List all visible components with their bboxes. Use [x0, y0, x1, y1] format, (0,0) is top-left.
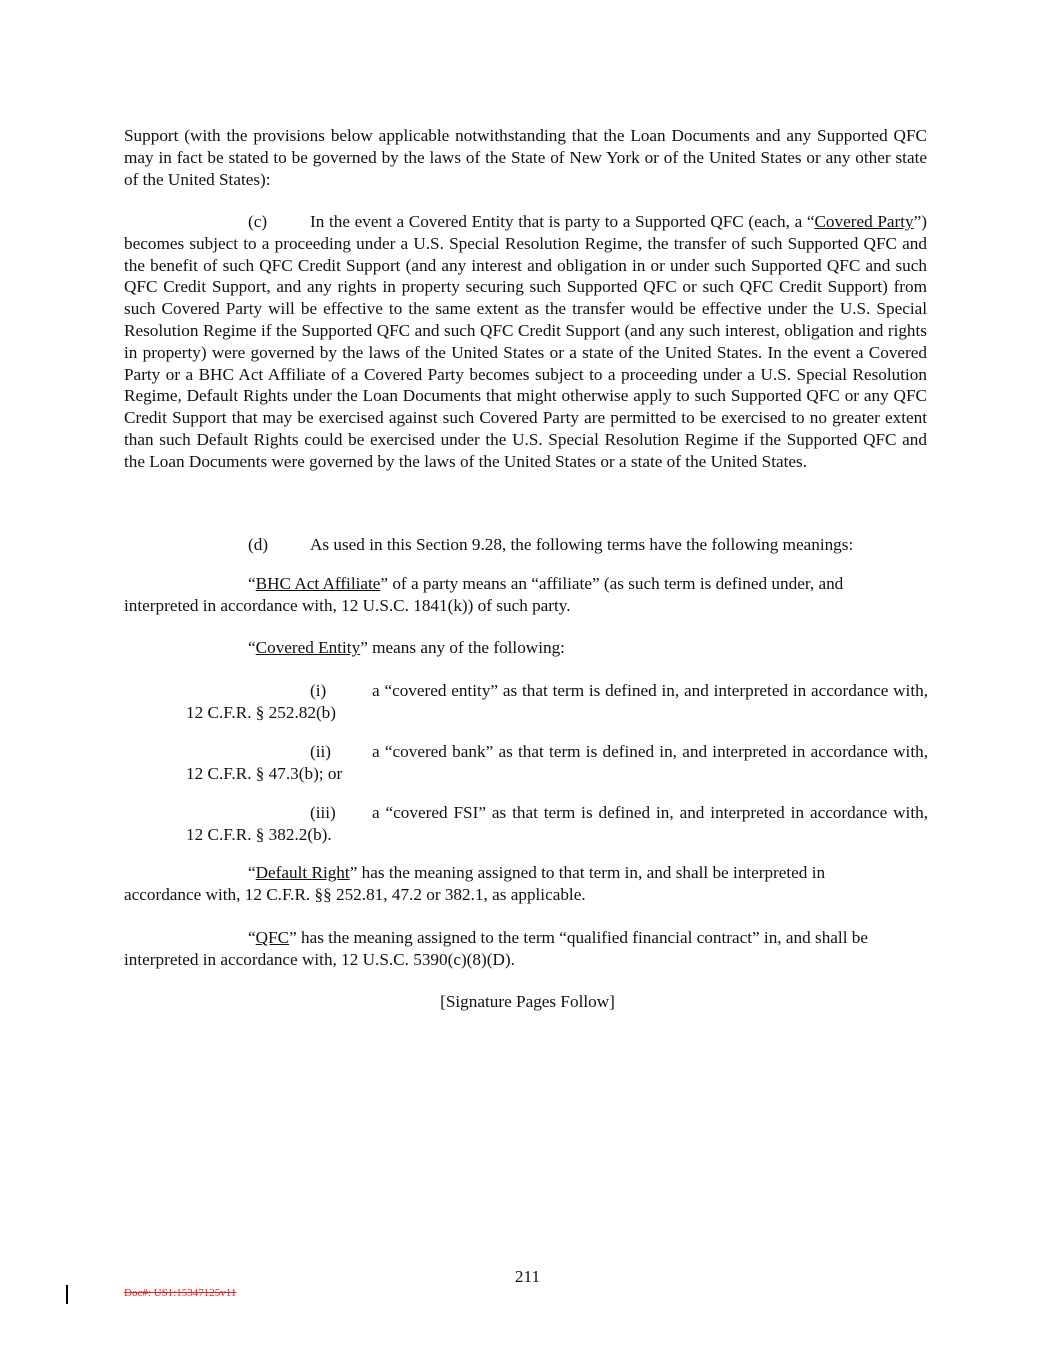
list-item — [186, 802, 928, 846]
open-quote: “ — [248, 928, 256, 947]
definition-text: ” has the meaning assigned to that term in, and shall be interpreted in accordance with, 12 C.F.R. §§ 252.81, 47.2 or 382.1, as applicable. — [124, 863, 826, 904]
definition-text: ” has the meaning assigned to the term “qualified financial contract” in, and shall be interpreted in accordance with, 12 U.S.C. 5390(c)(8)(D). — [124, 928, 868, 969]
term-default-right: Default Right — [255, 863, 350, 882]
paragraph-d-text: As used in this Section 9.28, the following terms have the following meanings: — [310, 535, 854, 554]
open-quote: “ — [248, 863, 256, 882]
intro-text: Support (with the provisions below applicable notwithstanding that the Loan Documents and any Supported QFC may in fact be stated to be governed by the laws of the State of New York or of the United States or any other state of the United States): — [124, 126, 927, 189]
page-number: 211 — [514, 1267, 541, 1286]
definition-qfc — [124, 927, 914, 971]
list-item — [186, 741, 928, 785]
definition-text: ” of a party means an “affiliate” (as such term is defined under, and interpreted in accordance with, 12 U.S.C. 1841(k)) of such party. — [124, 574, 844, 615]
definition-text: ” means any of the following: — [360, 638, 565, 657]
document-id: Doc#: US1:15347125v11 — [124, 1287, 237, 1299]
paragraph-c-text: ”) becomes subject to a proceeding under a U.S. Special Resolution Regime, the transfer of such Supported QFC and the benefit of such QFC Credit Support (and any interest and obligation in or under such Supported QFC and such QFC Credit Support, and any rights in property securing such Supported QFC or such QFC Credit Support) from such Covered Party will be effective to the same extent as the transfer would be effective under the U.S. Special Resolution Regime if the Supported QFC and such QFC Credit Support (and any such interest, obligation and rights in property) were governed by the laws of the United States or a state of the United States. In the event a Covered Party or a BHC Act Affiliate of a Covered Party becomes subject to a proceeding under a U.S. Special Resolution Regime, Default Rights under the Loan Documents that might otherwise apply to such Supported QFC or any QFC Credit Support that may be exercised against such Covered Party are permitted to be exercised to no greater extent than such Default Rights could be exercised under the U.S. Special Resolution Regime if the Supported QFC and the Loan Documents were governed by the laws of the United States or a state of the United States. — [124, 212, 927, 471]
list-item — [186, 680, 928, 724]
paragraph-c — [124, 211, 927, 473]
list-item-label: (ii) — [310, 742, 331, 761]
paragraph-d-label: (d) — [248, 535, 269, 554]
list-item-text: a “covered FSI” as that term is defined in, and interpreted in accordance with, 12 C.F.R. § 382.2(b). — [186, 803, 928, 844]
list-item-label: (i) — [310, 681, 327, 700]
intro-paragraph — [124, 125, 927, 190]
open-quote: “ — [248, 574, 256, 593]
list-item-text: a “covered entity” as that term is defined in, and interpreted in accordance with, 12 C.F.R. § 252.82(b) — [186, 681, 928, 722]
definition-covered-entity — [124, 637, 927, 659]
list-item-text: a “covered bank” as that term is defined in, and interpreted in accordance with, 12 C.F.R. § 47.3(b); or — [186, 742, 928, 783]
open-quote: “ — [248, 638, 256, 657]
paragraph-c-label: (c) — [248, 212, 268, 231]
paragraph-d — [124, 534, 927, 556]
term-covered-entity: Covered Entity — [255, 638, 361, 657]
signature-note: [Signature Pages Follow] — [440, 992, 615, 1011]
term-bhc-act-affiliate: BHC Act Affiliate — [255, 574, 381, 593]
term-qfc: QFC — [255, 928, 290, 947]
term-covered-party: Covered Party — [814, 212, 914, 231]
list-item-label: (iii) — [310, 803, 336, 822]
paragraph-c-text-pre: In the event a Covered Entity that is party to a Supported QFC (each, a “ — [310, 212, 815, 231]
change-bar — [66, 1285, 68, 1304]
definition-bhc-act-affiliate — [124, 573, 914, 617]
definition-default-right — [124, 862, 899, 906]
